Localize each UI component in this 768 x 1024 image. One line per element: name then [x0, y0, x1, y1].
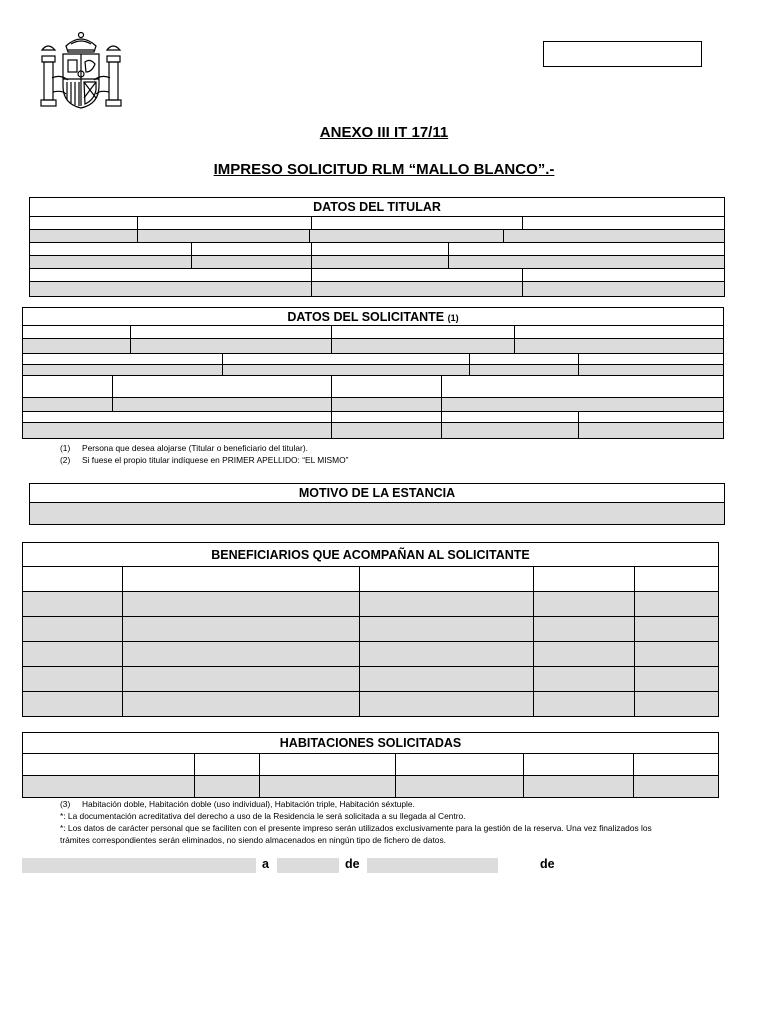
- footnote-3-text: Habitación doble, Habitación doble (uso individual), Habitación triple, Habitación séxtuple.: [82, 799, 415, 809]
- beneficiario-cell[interactable]: [360, 667, 534, 692]
- beneficiario-cell[interactable]: [123, 617, 360, 642]
- beneficiario-cell[interactable]: [534, 642, 635, 667]
- solicitante-input-cell[interactable]: [113, 398, 332, 412]
- beneficiario-cell[interactable]: [534, 692, 635, 717]
- habitaciones-column-header: [634, 754, 719, 776]
- titular-input-cell[interactable]: [522, 282, 724, 297]
- solicitante-input-cell[interactable]: [470, 365, 579, 376]
- privacy-note-line-1: *: Los datos de carácter personal que se faciliten con el presente impreso serán utilizados exclusivamente para la gestión de la reserva. Una vez finalizados los: [60, 823, 652, 833]
- footnote-1-text: Persona que desea alojarse (Titular o beneficiario del titular).: [82, 443, 308, 453]
- solicitante-input-cell[interactable]: [442, 423, 579, 439]
- privacy-note-line-2: trámites correspondientes serán eliminados, no siendo almacenados en ningún tipo de fichero de datos.: [60, 835, 446, 845]
- solicitante-table: [22, 307, 724, 439]
- titular-label-cell: [522, 217, 724, 230]
- titular-input-cell[interactable]: [192, 256, 312, 269]
- beneficiario-cell[interactable]: [360, 642, 534, 667]
- titular-input-cell[interactable]: [312, 282, 522, 297]
- titular-label-cell: [192, 243, 312, 256]
- footnote-1: [60, 443, 308, 454]
- motivo-heading: MOTIVO DE LA ESTANCIA: [30, 484, 725, 503]
- word-de-1: de: [345, 857, 360, 871]
- habitaciones-column-header: [396, 754, 524, 776]
- beneficiarios-column-header: [23, 567, 123, 592]
- word-a: a: [262, 857, 269, 871]
- beneficiario-cell[interactable]: [23, 617, 123, 642]
- beneficiario-cell[interactable]: [123, 642, 360, 667]
- solicitante-input-cell[interactable]: [332, 423, 442, 439]
- habitacion-cell[interactable]: [524, 776, 634, 798]
- solicitante-label-cell: [579, 412, 724, 423]
- beneficiario-cell[interactable]: [534, 617, 635, 642]
- titular-label-cell: [312, 243, 448, 256]
- solicitante-label-cell: [470, 354, 579, 365]
- spanish-coat-of-arms-icon: [38, 28, 124, 112]
- titular-input-cell[interactable]: [503, 230, 724, 243]
- beneficiario-cell[interactable]: [123, 692, 360, 717]
- titular-label-cell: [522, 269, 724, 282]
- solicitante-label-cell: [442, 376, 724, 398]
- solicitante-heading-text: DATOS DEL SOLICITANTE: [287, 309, 445, 324]
- titular-label-cell: [312, 269, 522, 282]
- solicitante-input-cell[interactable]: [23, 398, 113, 412]
- titular-label-cell: [30, 217, 138, 230]
- solicitante-input-cell[interactable]: [131, 339, 332, 354]
- motivo-table: [29, 483, 725, 525]
- word-de-2: de: [540, 857, 555, 871]
- habitaciones-table: [22, 732, 719, 798]
- beneficiario-cell[interactable]: [635, 667, 719, 692]
- beneficiario-row: [23, 592, 719, 617]
- beneficiarios-table: [22, 542, 719, 717]
- solicitante-label-cell: [515, 326, 724, 339]
- beneficiario-cell[interactable]: [23, 642, 123, 667]
- documentation-note: *: La documentación acreditativa del derecho a uso de la Residencia le será solicitada a su llegada al Centro.: [60, 811, 466, 821]
- solicitante-label-cell: [332, 376, 442, 398]
- titular-input-cell[interactable]: [312, 256, 448, 269]
- solicitante-input-cell[interactable]: [579, 365, 724, 376]
- beneficiarios-column-header: [534, 567, 635, 592]
- beneficiario-row: [23, 642, 719, 667]
- beneficiario-row: [23, 692, 719, 717]
- solicitante-input-cell[interactable]: [515, 339, 724, 354]
- solicitante-heading: [23, 308, 724, 326]
- solicitante-label-cell: [23, 326, 131, 339]
- beneficiario-cell[interactable]: [534, 667, 635, 692]
- beneficiario-cell[interactable]: [23, 592, 123, 617]
- habitaciones-heading: HABITACIONES SOLICITADAS: [23, 733, 719, 754]
- titular-input-cell[interactable]: [138, 230, 310, 243]
- titular-table: [29, 197, 725, 297]
- beneficiario-cell[interactable]: [360, 592, 534, 617]
- titular-label-cell: [448, 243, 724, 256]
- beneficiario-cell[interactable]: [635, 617, 719, 642]
- habitacion-cell[interactable]: [396, 776, 524, 798]
- beneficiarios-heading: BENEFICIARIOS QUE ACOMPAÑAN AL SOLICITANTE: [23, 543, 719, 567]
- habitacion-cell[interactable]: [23, 776, 195, 798]
- solicitante-label-cell: [332, 412, 442, 423]
- solicitante-heading-ref: (1): [447, 312, 459, 323]
- solicitante-label-cell: [23, 412, 332, 423]
- beneficiario-cell[interactable]: [123, 667, 360, 692]
- annex-title: ANEXO III IT 17/11: [319, 124, 449, 141]
- beneficiario-row: [23, 617, 719, 642]
- titular-label-cell: [30, 243, 192, 256]
- titular-input-cell[interactable]: [30, 282, 312, 297]
- footnote-2-number: (2): [60, 455, 71, 465]
- footnote-2: [60, 455, 348, 466]
- beneficiario-cell[interactable]: [635, 692, 719, 717]
- solicitante-label-cell: [442, 412, 579, 423]
- beneficiario-cell[interactable]: [635, 592, 719, 617]
- footnote-1-number: (1): [60, 443, 71, 453]
- solicitante-input-cell[interactable]: [442, 398, 724, 412]
- beneficiarios-column-header: [635, 567, 719, 592]
- solicitante-label-cell: [332, 326, 515, 339]
- day-field[interactable]: [277, 858, 339, 873]
- habitacion-cell[interactable]: [634, 776, 719, 798]
- footnote-2-text: Si fuese el propio titular indíquese en PRIMER APELLIDO: “EL MISMO”: [82, 455, 349, 465]
- titular-input-cell[interactable]: [30, 230, 138, 243]
- habitaciones-column-header: [524, 754, 634, 776]
- solicitante-input-cell[interactable]: [332, 339, 515, 354]
- footnote-3: [60, 799, 415, 810]
- habitacion-row: [23, 776, 719, 798]
- habitacion-cell[interactable]: [195, 776, 260, 798]
- titular-input-cell[interactable]: [448, 256, 724, 269]
- beneficiario-cell[interactable]: [123, 592, 360, 617]
- registry-number-box[interactable]: [543, 41, 702, 67]
- solicitante-input-cell[interactable]: [23, 365, 223, 376]
- beneficiario-cell[interactable]: [360, 692, 534, 717]
- beneficiario-cell[interactable]: [534, 592, 635, 617]
- titular-input-cell[interactable]: [310, 230, 503, 243]
- solicitante-label-cell: [579, 354, 724, 365]
- beneficiario-cell[interactable]: [23, 667, 123, 692]
- month-field[interactable]: [367, 858, 498, 873]
- titular-heading: DATOS DEL TITULAR: [30, 198, 725, 217]
- solicitante-label-cell: [23, 354, 223, 365]
- beneficiario-cell[interactable]: [635, 642, 719, 667]
- titular-label-cell: [138, 217, 312, 230]
- habitaciones-column-header: [260, 754, 396, 776]
- solicitante-label-cell: [23, 376, 113, 398]
- solicitante-input-cell[interactable]: [23, 339, 131, 354]
- solicitante-input-cell[interactable]: [223, 365, 470, 376]
- solicitante-input-cell[interactable]: [579, 423, 724, 439]
- footnote-3-number: (3): [60, 799, 71, 809]
- titular-input-cell[interactable]: [30, 256, 192, 269]
- habitaciones-column-header: [23, 754, 195, 776]
- habitacion-cell[interactable]: [260, 776, 396, 798]
- motivo-input-cell[interactable]: [30, 503, 725, 525]
- solicitante-input-cell[interactable]: [23, 423, 332, 439]
- beneficiario-cell[interactable]: [360, 617, 534, 642]
- solicitante-input-cell[interactable]: [332, 398, 442, 412]
- solicitante-label-cell: [131, 326, 332, 339]
- titular-label-cell: [30, 269, 312, 282]
- solicitante-label-cell: [223, 354, 470, 365]
- beneficiarios-column-header: [360, 567, 534, 592]
- habitaciones-column-header: [195, 754, 260, 776]
- beneficiarios-column-header: [123, 567, 360, 592]
- beneficiario-cell[interactable]: [23, 692, 123, 717]
- place-field[interactable]: [22, 858, 256, 873]
- form-title: IMPRESO SOLICITUD RLM “MALLO BLANCO”.-: [213, 161, 555, 178]
- beneficiario-row: [23, 667, 719, 692]
- titular-label-cell: [312, 217, 522, 230]
- solicitante-label-cell: [113, 376, 332, 398]
